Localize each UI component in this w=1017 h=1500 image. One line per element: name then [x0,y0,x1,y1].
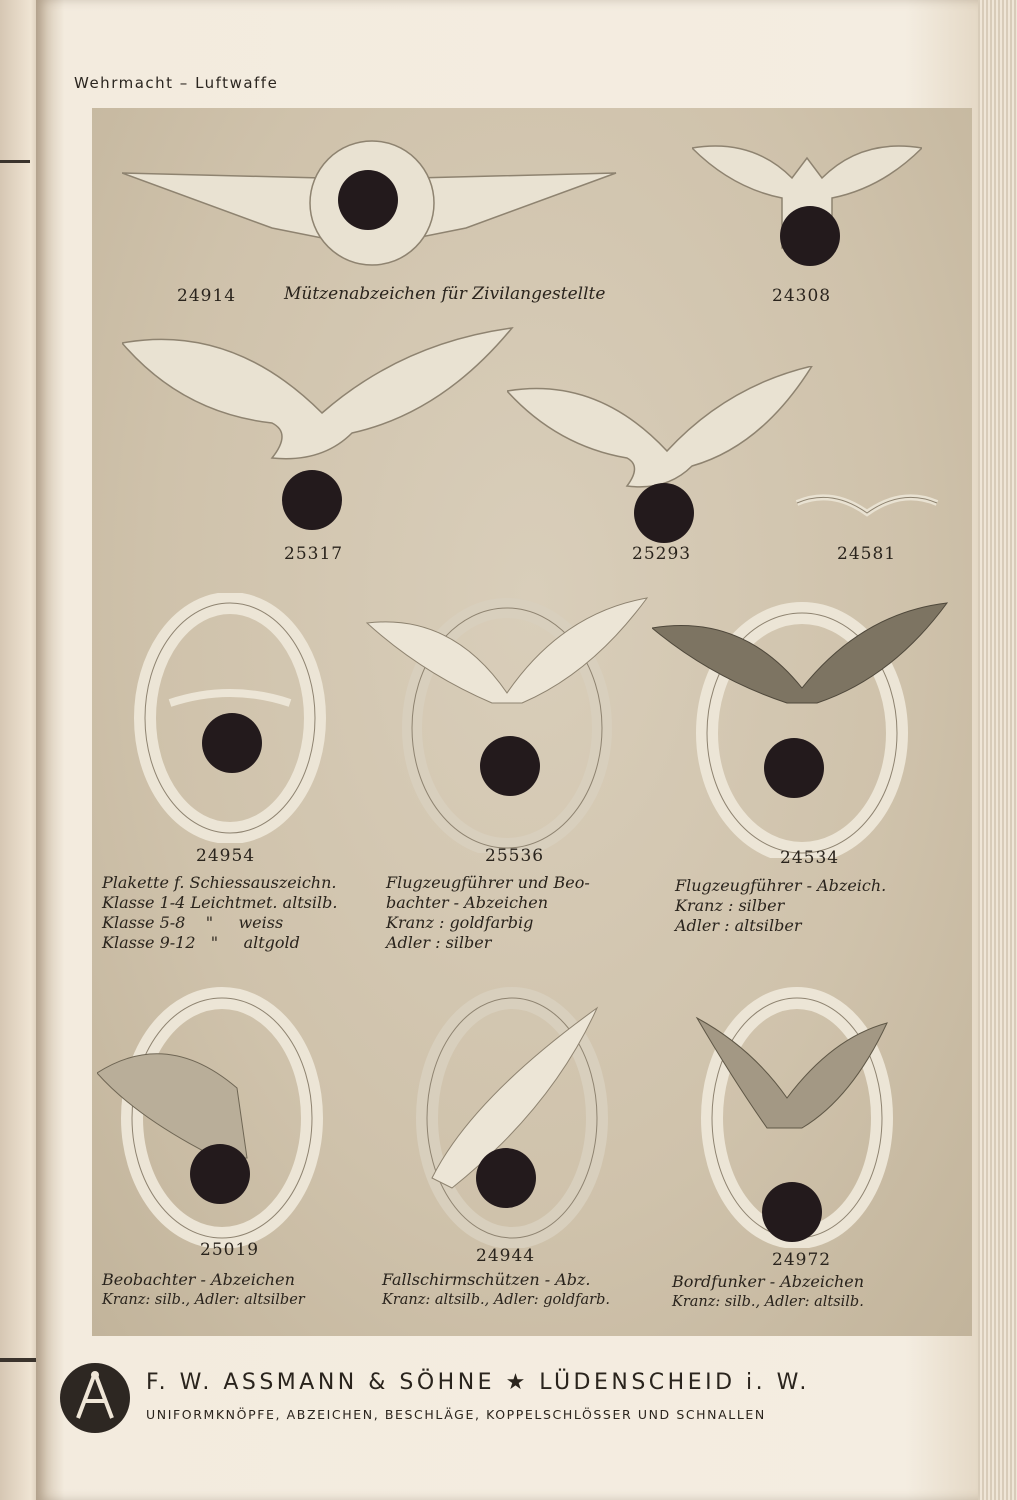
item-number: 24914 [177,286,237,306]
anvil-compass-logo-icon [60,1363,130,1433]
item-number: 24534 [780,848,840,868]
pilot-badge-image [652,588,952,858]
item-number: 25019 [200,1240,260,1260]
description-line: Adler : altsilber [675,916,802,935]
item-number: 25536 [485,846,545,866]
item-description [672,1272,864,1312]
item-description [102,873,337,953]
censor-dot [476,1148,536,1208]
description-line: Flugzeugführer und Beo- [386,873,590,892]
description-line: Plakette f. Schiessauszeichn. [102,873,337,892]
item-description [675,876,886,936]
censor-dot [762,1182,822,1242]
small-wing-image [792,488,942,528]
running-head: Wehrmacht – Luftwaffe [74,74,279,92]
description-line: Kranz : goldfarbig [386,913,534,932]
description-line: Flugzeugführer - Abzeich. [675,876,887,895]
page-stack-edge [978,0,1017,1500]
description-line: Klasse 1-4 Leichtmet. altsilb. [102,893,338,912]
breast-eagle-image [122,323,522,493]
observer-badge-image [97,978,337,1248]
item-number: 25293 [632,544,692,564]
pilot-observer-badge-image [362,583,652,853]
item-caption: Mützenabzeichen für Zivilangestellte [284,284,606,304]
censor-dot [634,483,694,543]
description-line: Bordfunker - Abzeichen [672,1272,865,1291]
censor-dot [480,736,540,796]
description-line: Klasse 9-12 " altgold [102,933,300,952]
description-line: Kranz: altsilb., Adler: goldfarb. [382,1292,610,1308]
paratrooper-badge-image [412,978,612,1248]
page-mark [0,160,30,163]
logo-glyph [60,1363,130,1433]
item-number: 24954 [196,846,256,866]
page-mark [0,1358,36,1362]
item-description [382,1270,610,1310]
censor-dot [202,713,262,773]
item-description [386,873,590,953]
description-line: Beobachter - Abzeichen [102,1270,295,1289]
censor-dot [282,470,342,530]
censor-dot [338,170,398,230]
item-number: 25317 [284,544,344,564]
censor-dot [780,206,840,266]
item-number: 24944 [476,1246,536,1266]
item-number: 24581 [837,544,897,564]
cap-badge-image [122,128,682,268]
description-line: bachter - Abzeichen [386,893,549,912]
description-line: Kranz: silb., Adler: altsilb. [672,1294,864,1310]
censor-dot [764,738,824,798]
description-line: Kranz: silb., Adler: altsilber [102,1292,305,1308]
description-line: Klasse 5-8 " weiss [102,913,284,932]
description-line: Adler : silber [386,933,492,952]
description-line: Fallschirmschützen - Abz. [382,1270,591,1289]
photo-plate [92,108,972,1336]
item-number: 24308 [772,286,832,306]
company-products: UNIFORMKNÖPFE, ABZEICHEN, BESCHLÄGE, KOPPELSCHLÖSSER UND SCHNALLEN [146,1407,766,1422]
item-description [102,1270,305,1310]
item-number: 24972 [772,1250,832,1270]
company-name: F. W. ASSMANN & SÖHNE ★ LÜDENSCHEID i. W. [146,1370,810,1395]
description-line: Kranz : silber [675,896,785,915]
censor-dot [190,1144,250,1204]
